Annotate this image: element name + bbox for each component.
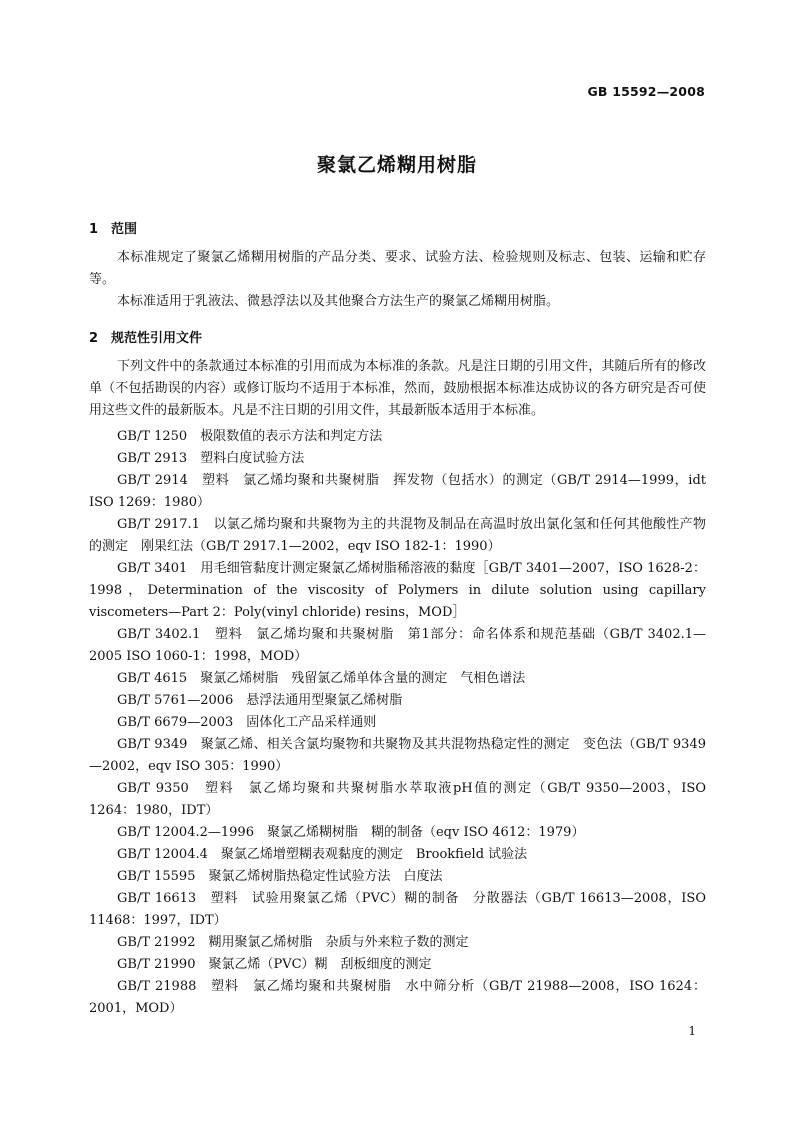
section-1-title: 范围 xyxy=(111,222,138,237)
reference-item: GB/T 6679—2003 固体化工产品采样通则 xyxy=(117,715,377,730)
reference-item: GB/T 9350 塑料 氯乙烯均聚和共聚树脂水萃取液pH值的测定（GB/T 9350—2003，ISO 1264：1980，IDT） xyxy=(89,781,706,818)
reference-item: GB/T 4615 聚氯乙烯树脂 残留氯乙烯单体含量的测定 气相色谱法 xyxy=(117,671,526,686)
reference-item: GB/T 12004.4 聚氯乙烯增塑糊表观黏度的测定 Brookfield 试验法 xyxy=(117,847,528,862)
references-intro-paragraph: 下列文件中的条款通过本标准的引用而成为本标准的条款。凡是注日期的引用文件，其随后所有的修改单（不包括勘误的内容）或修订版均不适用于本标准，然而，鼓励根据本标准达成协议的各方研究是否可使用这些文件的最新版本。凡是不注日期的引用文件，其最新版本适用于本标准。 xyxy=(89,359,706,418)
reference-item: GB/T 21990 聚氯乙烯（PVC）糊 刮板细度的测定 xyxy=(117,957,432,972)
reference-item: GB/T 12004.2—1996 聚氯乙烯糊树脂 糊的制备（eqv ISO 4612：1979） xyxy=(117,825,585,840)
section-2-heading xyxy=(89,327,202,346)
scope-paragraph-2: 本标准适用于乳液法、微悬浮法以及其他聚合方法生产的聚氯乙烯糊用树脂。 xyxy=(117,294,560,309)
reference-item: GB/T 3402.1 塑料 氯乙烯均聚和共聚树脂 第1部分：命名体系和规范基础（GB/T 3402.1—2005 ISO 1060-1：1998，MOD） xyxy=(89,627,706,664)
document-title: 聚氯乙烯糊用树脂 xyxy=(316,154,477,176)
reference-item: GB/T 21992 糊用聚氯乙烯树脂 杂质与外来粒子数的测定 xyxy=(117,935,469,950)
reference-item: GB/T 2913 塑料白度试验方法 xyxy=(117,451,305,466)
reference-item: GB/T 16613 塑料 试验用聚氯乙烯（PVC）糊的制备 分散器法（GB/T 16613—2008，ISO 11468：1997，IDT） xyxy=(89,891,706,928)
reference-item: GB/T 2914 塑料 氯乙烯均聚和共聚树脂 挥发物（包括水）的测定（GB/T 2914—1999，idt ISO 1269：1980） xyxy=(89,473,706,510)
section-2-title: 规范性引用文件 xyxy=(111,331,203,346)
reference-item: GB/T 15595 聚氯乙烯树脂热稳定性试验方法 白度法 xyxy=(117,869,443,884)
reference-item: GB/T 2917.1 以氯乙烯均聚和共聚物为主的共混物及制品在高温时放出氯化氢和任何其他酸性产物的测定 刚果红法（GB/T 2917.1—2002，eqv ISO 182-1：1990） xyxy=(89,517,706,554)
section-1-heading xyxy=(89,218,137,237)
reference-item: GB/T 9349 聚氯乙烯、相关含氯均聚物和共聚物及其共混物热稳定性的测定 变色法（GB/T 9349—2002，eqv ISO 305：1990） xyxy=(89,737,706,774)
reference-item: GB/T 5761—2006 悬浮法通用型聚氯乙烯树脂 xyxy=(117,693,403,708)
reference-item: GB/T 3401 用毛细管黏度计测定聚氯乙烯树脂稀溶液的黏度［GB/T 3401—2007，ISO 1628-2：1998，Determination of the viscosity of Polymers in dilute solution using capillary viscometers—Part 2：Poly(vinyl chloride) resins，MOD］ xyxy=(89,561,706,620)
reference-item: GB/T 21988 塑料 氯乙烯均聚和共聚树脂 水中筛分析（GB/T 21988—2008，ISO 1624：2001，MOD） xyxy=(89,979,706,1016)
reference-item: GB/T 1250 极限数值的表示方法和判定方法 xyxy=(117,429,383,444)
scope-paragraph-1: 本标准规定了聚氯乙烯糊用树脂的产品分类、要求、试验方法、检验规则及标志、包装、运输和贮存等。 xyxy=(89,250,706,287)
page-number: 1 xyxy=(688,1024,696,1038)
normative-references-list xyxy=(89,426,706,1020)
standard-number: GB 15592—2008 xyxy=(587,84,705,99)
section-2-number: 2 xyxy=(89,331,99,346)
section-1-number: 1 xyxy=(89,222,99,237)
